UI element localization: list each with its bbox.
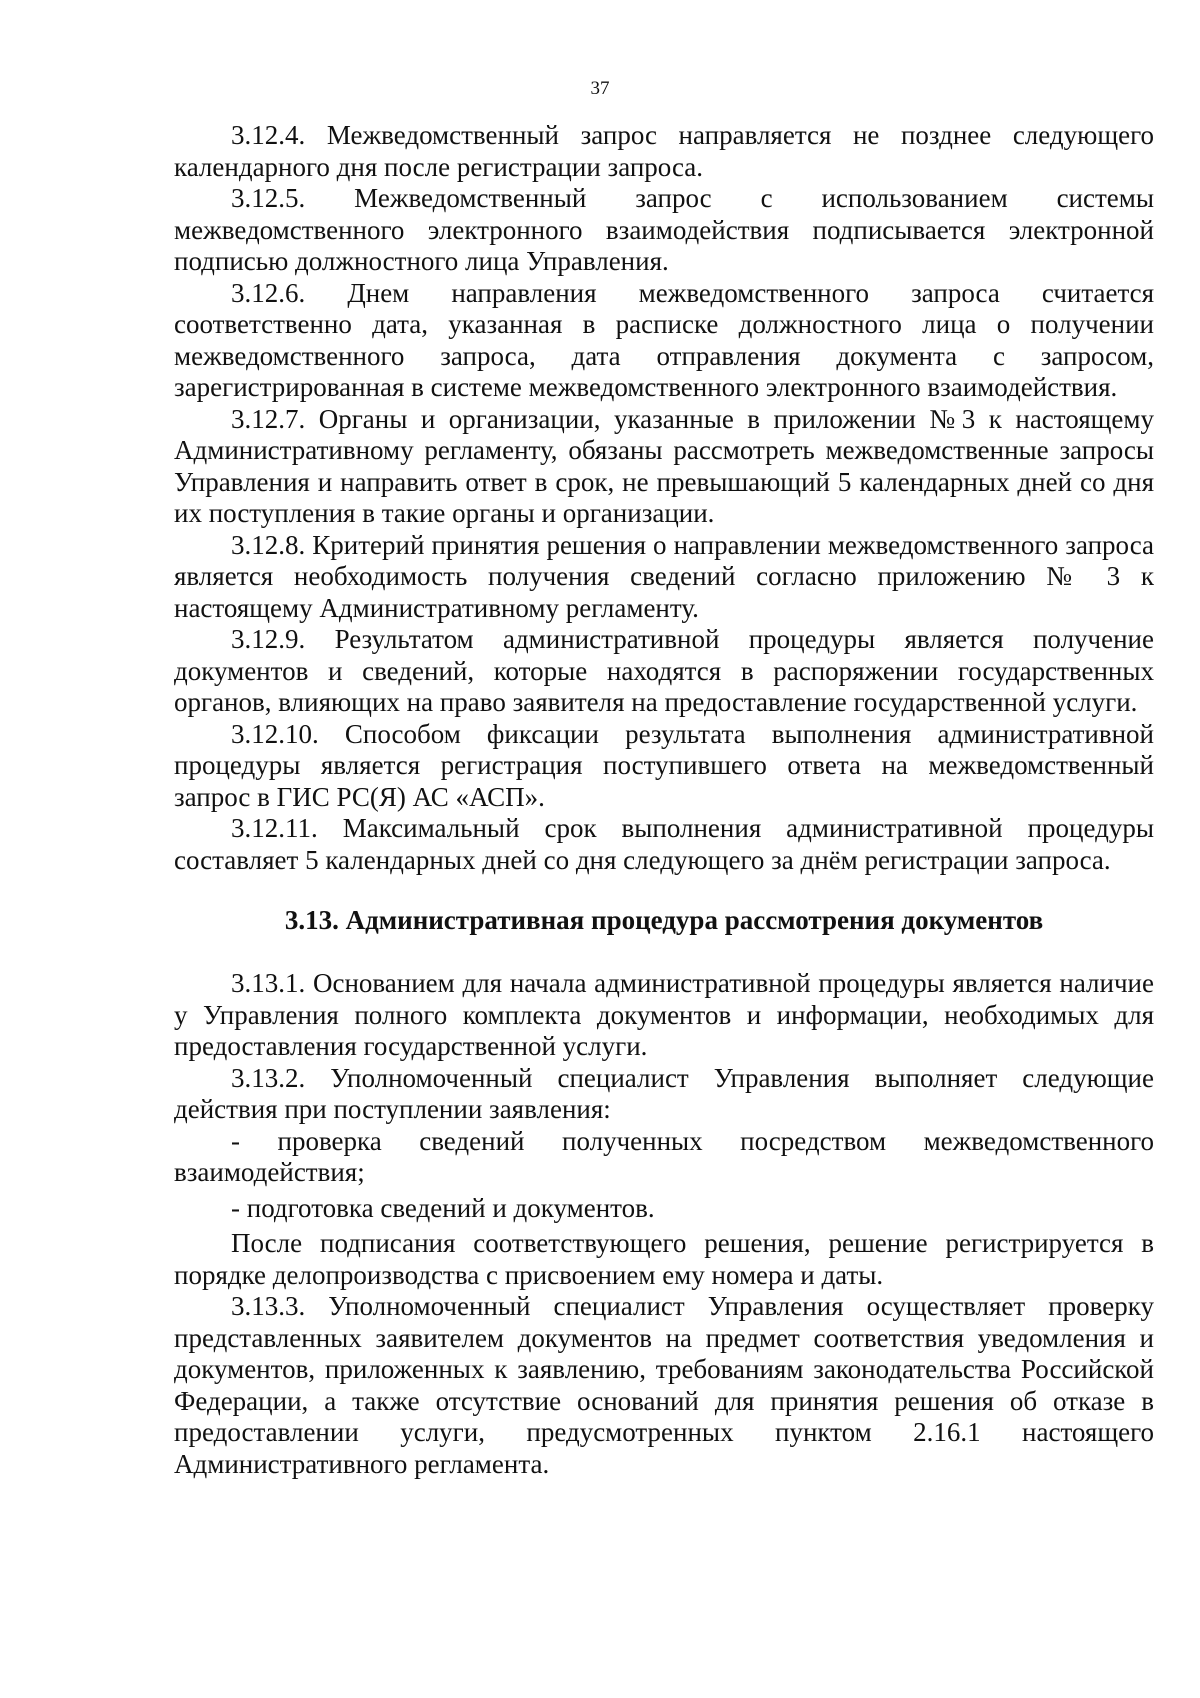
paragraph-3-13-2: 3.13.2. Уполномоченный специалист Управления выполняет следующие действия при поступлении заявления: [174,1062,1154,1124]
paragraph-3-12-10: 3.12.10. Способом фиксации результата выполнения административной процедуры является регистрация поступившего ответа на межведомственный запрос в ГИС РС(Я) АС «АСП». [174,718,1154,812]
paragraph-3-12-11: 3.12.11. Максимальный срок выполнения административной процедуры составляет 5 календарных дней со дня следующего за днём регистрации запроса. [174,813,1154,875]
list-item-verification: - проверка сведений полученных посредством межведомственного взаимодействия; [174,1125,1154,1187]
list-item-preparation: - подготовка сведений и документов. [231,1192,655,1223]
page-number: 37 [590,78,610,99]
paragraph-3-12-4: 3.12.4. Межведомственный запрос направляется не позднее следующего календарного дня после регистрации запроса. [174,120,1154,182]
paragraph-3-13-1: 3.13.1. Основанием для начала административной процедуры является наличие у Управления полного комплекта документов и информации, необходимых для предоставления государственной услуги. [174,968,1154,1061]
paragraph-after-signing: После подписания соответствующего решения, решение регистрируется в порядке делопроизводства с присвоением ему номера и даты. [174,1228,1154,1290]
paragraph-3-12-6: 3.12.6. Днем направления межведомственного запроса считается соответственно дата, указанная в расписке должностного лица о получении межведомственного запроса, дата отправления документа с запросом, зарегистрированная в системе межведомственного электронного взаимодействия. [174,277,1154,402]
paragraph-3-12-8: 3.12.8. Критерий принятия решения о направлении межведомственного запроса является необходимость получения сведений согласно приложению № 3 к настоящему Административному регламенту. [174,529,1154,623]
paragraph-3-12-9: 3.12.9. Результатом административной процедуры является получение документов и сведений, которые находятся в распоряжении государственных органов, влияющих на право заявителя на предоставление государственной услуги. [174,624,1154,717]
paragraph-3-13-3: 3.13.3. Уполномоченный специалист Управления осуществляет проверку представленных заявителем документов на предмет соответствия уведомления и документов, приложенных к заявлению, требованиям законодательства Российской Федерации, а также отсутствие оснований для принятия решения об отказе в предоставлении услуги, предусмотренных пунктом 2.16.1 настоящего Административного регламента. [174,1291,1154,1479]
paragraph-3-12-5: 3.12.5. Межведомственный запрос с использованием системы межведомственного электронного взаимодействия подписывается электронной подписью должностного лица Управления. [174,183,1154,276]
document-body [174,120,1154,1480]
section-heading-3-13: 3.13. Административная процедура рассмотрения документов [284,905,1044,935]
paragraph-3-12-7: 3.12.7. Органы и организации, указанные в приложении №3 к настоящему Административному регламенту, обязаны рассмотреть межведомственные запросы Управления и направить ответ в срок, не превышающий 5 календарных дней со дня их поступления в такие органы и организации. [174,403,1154,528]
